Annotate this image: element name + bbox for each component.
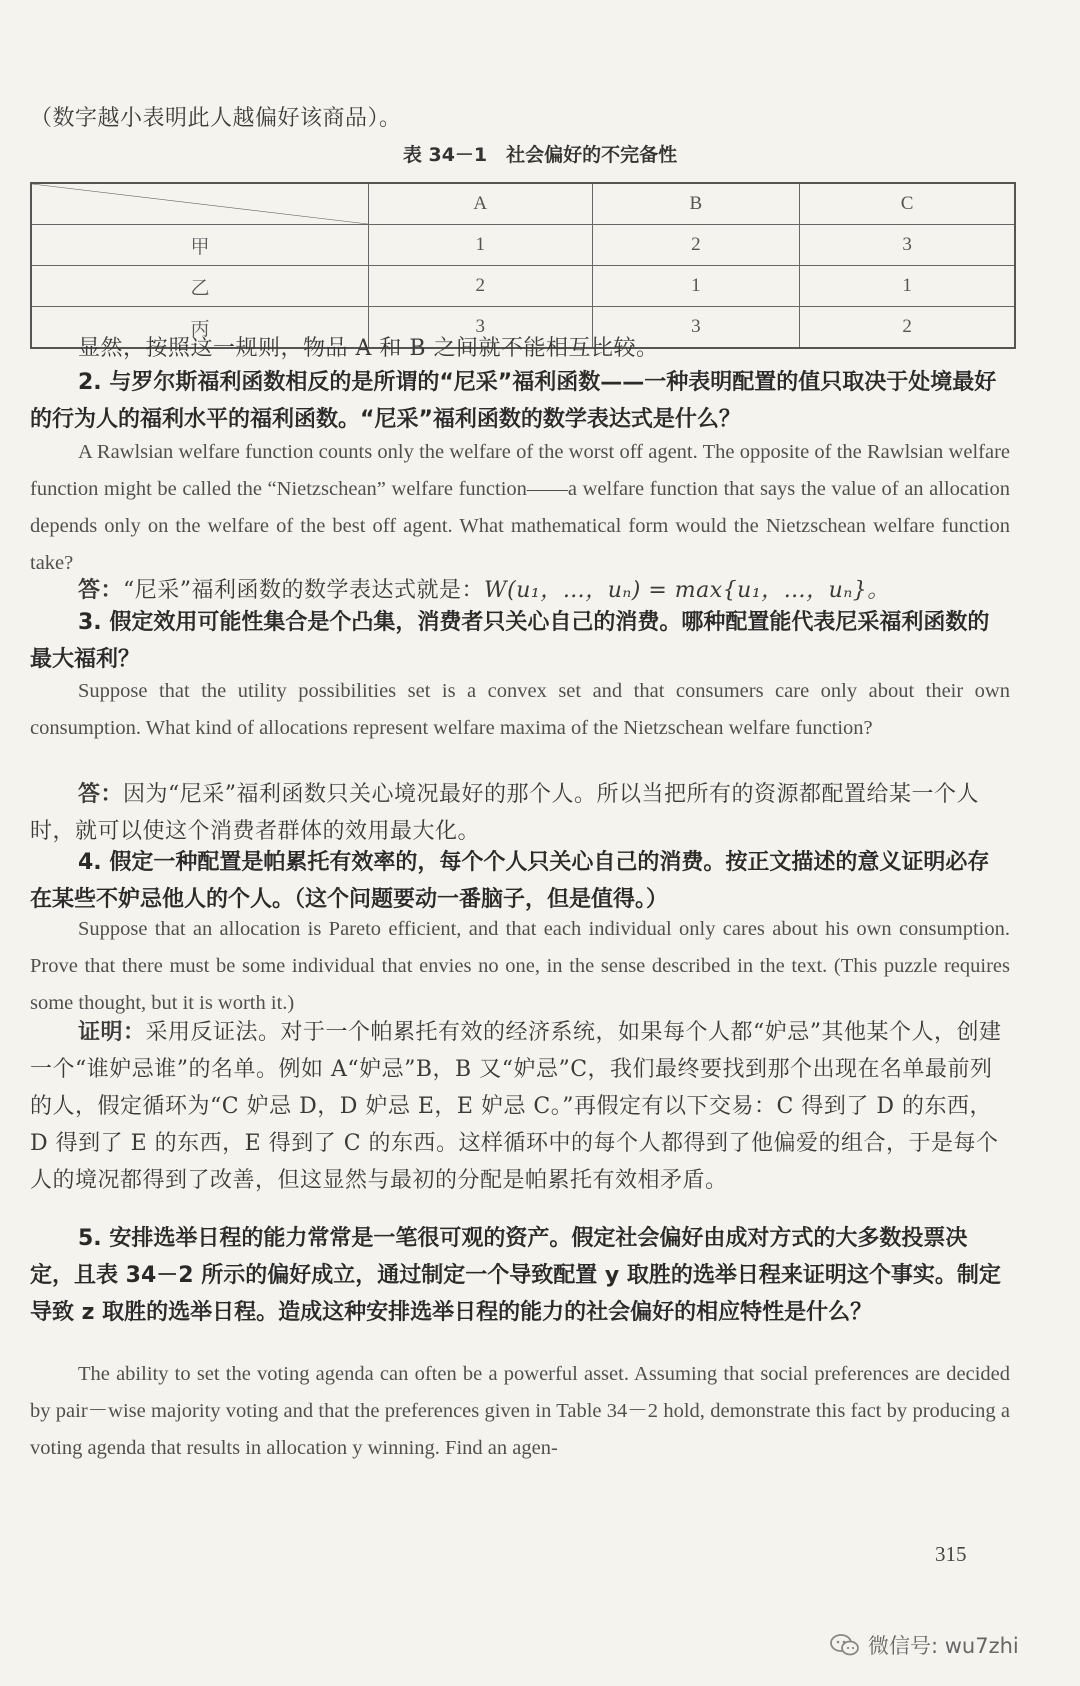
table-row xyxy=(31,225,1015,266)
table-cell: 2 xyxy=(592,225,800,266)
table-cell: 1 xyxy=(369,225,593,266)
answer-label: 答： xyxy=(78,578,124,603)
column-header: A xyxy=(369,183,593,225)
table-caption: 表 34－1 社会偏好的不完备性 xyxy=(402,144,678,166)
preference-table xyxy=(30,182,1016,349)
question-5-title: 5. 安排选举日程的能力常常是一笔很可观的资产。假定社会偏好由成对方式的大多数投票决定，且表 34－2 所示的偏好成立，通过制定一个导致配置 y 取胜的选举日程来证明这个事实。制定导致 z 取胜的选举日程。造成这种安排选举日程的能力的社会偏好的相应特性是什么？ xyxy=(30,1226,1001,1325)
row-label: 丙 xyxy=(31,307,369,349)
table-header-row xyxy=(31,183,1015,225)
question-3-english: Suppose that the utility possibilities set is a convex set and that consumers care only about their own consumption. What kind of allocations represent welfare maxima of the Nietzschean welfare function? xyxy=(30,680,1010,739)
column-header: C xyxy=(800,183,1015,225)
diagonal-header-cell xyxy=(31,183,369,225)
table-cell: 1 xyxy=(800,266,1015,307)
answer-label: 答： xyxy=(78,782,124,807)
column-header: B xyxy=(592,183,800,225)
question-3-answer xyxy=(30,776,1010,850)
table-cell: 2 xyxy=(800,307,1015,349)
question-4-proof xyxy=(30,1014,1010,1199)
question-3-title: 3. 假定效用可能性集合是个凸集，消费者只关心自己的消费。哪种配置能代表尼采福利函数的最大福利？ xyxy=(30,610,990,672)
wechat-footer xyxy=(830,1630,1019,1660)
question-2-english: A Rawlsian welfare function counts only the welfare of the worst off agent. The opposite of the Rawlsian welfare function might be called the “Nietzschean” welfare function——a welfare function that says the value of an allocation depends only on the welfare of the best off agent. What mathematical form would the Nietzschean welfare function take? xyxy=(30,441,1010,574)
row-label: 甲 xyxy=(31,225,369,266)
table-cell: 3 xyxy=(800,225,1015,266)
after-table-text: 显然，按照这一规则，物品 A 和 B 之间就不能相互比较。 xyxy=(78,336,659,361)
question-5-english: The ability to set the voting agenda can often be a powerful asset. Assuming that social preferences are decided by pair－wise majority voting and that the preferences given in Table 34－2 hold, demonstrate this fact by producing a voting agenda that results in allocation y winning. Find an agen- xyxy=(30,1363,1010,1459)
proof-text: 采用反证法。对于一个帕累托有效的经济系统，如果每个人都“妒忌”其他某个人，创建一个“谁妒忌谁”的名单。例如 A“妒忌”B，B 又“妒忌”C，我们最终要找到那个出现在名单最前列的人，假定循环为“C 妒忌 D，D 妒忌 E，E 妒忌 C。”再假定有以下交易：C 得到了 D 的东西，D 得到了 E 的东西，E 得到了 C 的东西。这样循环中的每个人都得到了他偏爱的组合，于是每个人的境况都得到了改善，但这显然与最初的分配是帕累托有效相矛盾。 xyxy=(30,1020,1002,1193)
table-cell: 3 xyxy=(592,307,800,349)
answer-text: 因为“尼采”福利函数只关心境况最好的那个人。所以当把所有的资源都配置给某一个人时，就可以使这个消费者群体的效用最大化。 xyxy=(30,782,980,844)
table-cell: 3 xyxy=(369,307,593,349)
question-2-title: 2. 与罗尔斯福利函数相反的是所谓的“尼采”福利函数——一种表明配置的值只取决于处境最好的行为人的福利水平的福利函数。“尼采”福利函数的数学表达式是什么？ xyxy=(30,370,997,432)
question-4-title: 4. 假定一种配置是帕累托有效率的，每个个人只关心自己的消费。按正文描述的意义证明必存在某些不妒忌他人的个人。（这个问题要动一番脑子，但是值得。） xyxy=(30,850,990,912)
intro-line: （数字越小表明此人越偏好该商品）。 xyxy=(30,106,402,131)
diagonal-line xyxy=(32,184,368,224)
table-cell: 1 xyxy=(592,266,800,307)
wechat-icon xyxy=(830,1633,860,1657)
proof-label: 证明： xyxy=(78,1020,146,1045)
row-label: 乙 xyxy=(31,266,369,307)
page-number: 315 xyxy=(935,1542,967,1566)
table-row xyxy=(31,266,1015,307)
question-4-english: Suppose that an allocation is Pareto efficient, and that each individual only cares about his own consumption. Prove that there must be some individual that envies no one, in the sense described in the text. (This puzzle requires some thought, but it is worth it.) xyxy=(30,918,1010,1014)
wechat-id-text: 微信号: wu7zhi xyxy=(868,1634,1019,1658)
answer-formula: W(u₁，…，uₙ) = max{u₁，…，uₙ}。 xyxy=(484,578,890,603)
answer-text: “尼采”福利函数的数学表达式就是： xyxy=(123,578,485,603)
table-cell: 2 xyxy=(369,266,593,307)
